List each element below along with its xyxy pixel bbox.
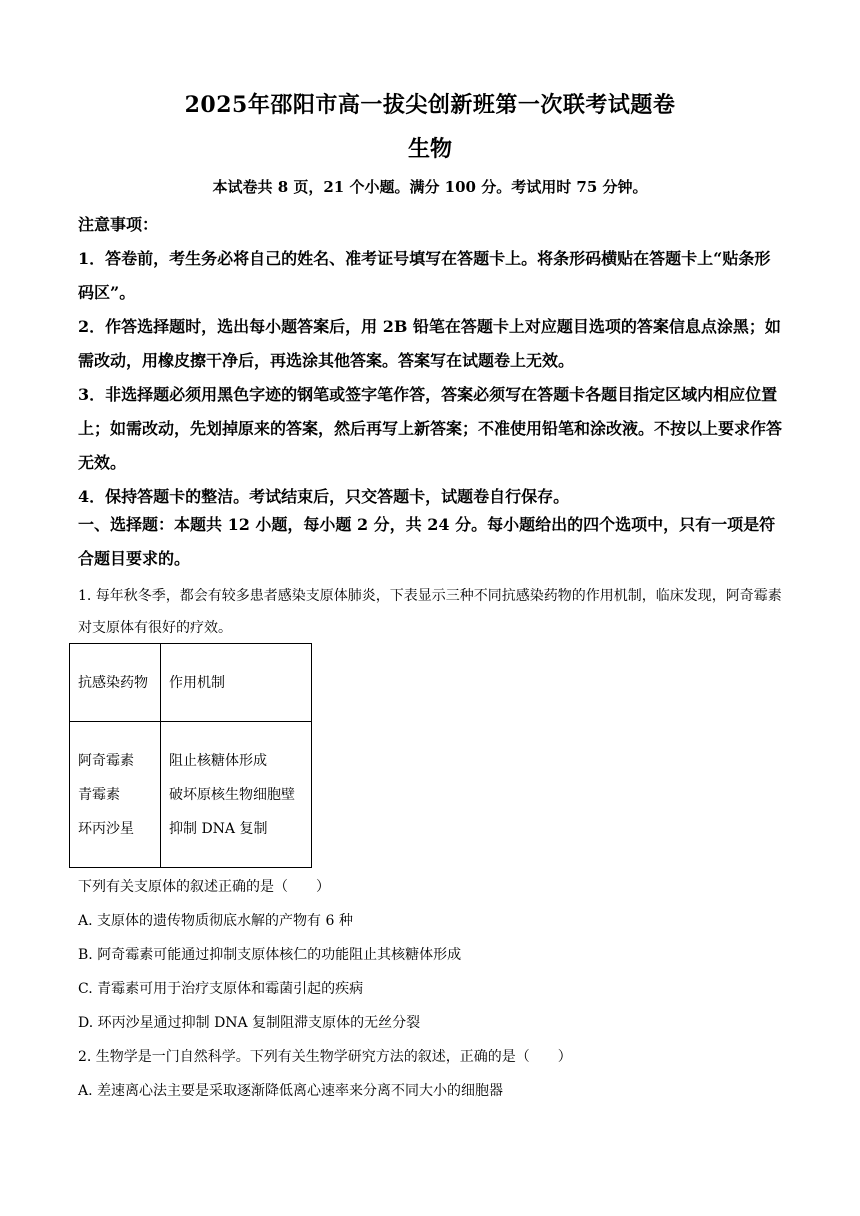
drug-name: 环丙沙星 (78, 820, 134, 837)
table-header-mechanism: 作用机制 (161, 644, 312, 722)
section-heading: 一、选择题：本题共 12 小题，每小题 2 分，共 24 分。每小题给出的四个选项中，只有一项是符合题目要求的。 (78, 515, 776, 568)
table-header-row (70, 644, 312, 722)
question-2-option-a: A. 差速离心法主要是采取逐渐降低离心速率来分离不同大小的细胞器 (78, 1083, 504, 1099)
drug-name: 青霉素 (78, 786, 120, 803)
question-body (78, 870, 794, 1108)
note-item: 1．答卷前，考生务必将自己的姓名、准考证号填写在答题卡上。将条形码横贴在答题卡上“贴条形码区”。 (78, 249, 771, 302)
table-header-drug: 抗感染药物 (70, 644, 161, 722)
note-item: 4．保持答题卡的整洁。考试结束后，只交答题卡，试题卷自行保存。 (78, 487, 570, 506)
question-1 (78, 580, 794, 644)
notes-block (78, 208, 784, 514)
mechanism-text: 抑制 DNA 复制 (169, 820, 268, 837)
notes-heading: 注意事项： (78, 215, 159, 234)
table-cell-drugs (70, 722, 161, 868)
note-item: 3．非选择题必须用黑色字迹的钢笔或签字笔作答，答案必须写在答题卡各题目指定区域内相应位置上；如需改动，先划掉原来的答案，然后再写上新答案；不准使用铅笔和涂改液。不按以上要求作答无效。 (78, 385, 783, 472)
mechanism-text: 阻止核糖体形成 (169, 752, 267, 769)
question-1-option-c: C. 青霉素可用于治疗支原体和霉菌引起的疾病 (78, 981, 364, 997)
exam-subject: 生物 (407, 136, 452, 162)
note-item: 2．作答选择题时，选出每小题答案后，用 2B 铅笔在答题卡上对应题目选项的答案信息点涂黑；如需改动，用橡皮擦干净后，再选涂其他答案。答案写在试题卷上无效。 (78, 317, 781, 370)
drug-name: 阿奇霉素 (78, 752, 134, 769)
question-1-option-b: B. 阿奇霉素可能通过抑制支原体核仁的功能阻止其核糖体形成 (78, 947, 462, 963)
table-cell-mechanisms (161, 722, 312, 868)
table-row (70, 722, 312, 868)
exam-title: 2025年邵阳市高一拔尖创新班第一次联考试题卷 (184, 92, 676, 118)
question-2-stem: 2. 生物学是一门自然科学。下列有关生物学研究方法的叙述，正确的是（ ） (78, 1049, 572, 1065)
mechanism-text: 破坏原核生物细胞壁 (169, 786, 295, 803)
drug-mechanism-table (69, 643, 312, 868)
question-1-stem: 1. 每年秋冬季，都会有较多患者感染支原体肺炎，下表显示三种不同抗感染药物的作用机制，临床发现，阿奇霉素对支原体有很好的疗效。 (78, 588, 782, 636)
question-1-prompt: 下列有关支原体的叙述正确的是（ ） (78, 879, 330, 895)
question-1-option-a: A. 支原体的遗传物质彻底水解的产物有 6 种 (78, 913, 353, 929)
question-1-option-d: D. 环丙沙星通过抑制 DNA 复制阻滞支原体的无丝分裂 (78, 1015, 421, 1031)
exam-info: 本试卷共 8 页，21 个小题。满分 100 分。考试用时 75 分钟。 (212, 178, 648, 196)
